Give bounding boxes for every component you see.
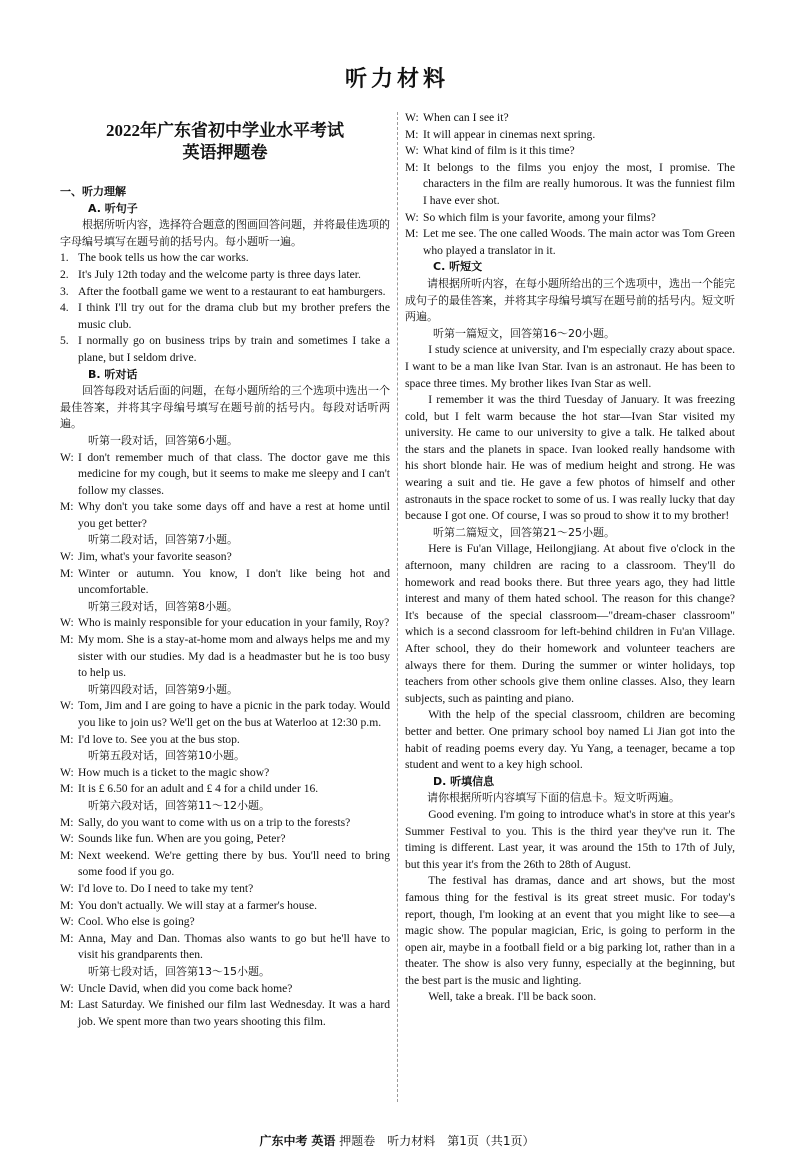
dialogue-prompt: 听第三段对话，回答第8小题。 xyxy=(88,599,238,613)
dialogue-line: W: When can I see it? xyxy=(405,111,509,124)
passage-paragraph: I remember it was the third Tuesday of January. It was freezing cold, but I felt warm because the hot star—Ivan Star visited my university. He came to our university to give a talk. He talked about the stars and the planets in space. Ivan looked really handsome with his short blonde hair. He was of medium height and strong. He was wearing a suit and tie. He gave a few photos of himself and other astronauts in the space rocket to some of us. I was really lucky that day because I got one. Of course, I was so proud to show it to my brother! xyxy=(405,393,736,523)
section-b-heading: B. 听对话 xyxy=(88,367,138,381)
dialogue-line: M: Next weekend. We're getting there by bus. You'll need to bring some food if you go. xyxy=(60,848,390,879)
section-d-instructions: 请你根据所听内容填写下面的信息卡。短文听两遍。 xyxy=(427,791,680,805)
dialogue-line: W: Cool. Who else is going? xyxy=(60,915,195,929)
passage-prompt: 听第二篇短文，回答第21～25小题。 xyxy=(433,525,615,539)
dialogue-line: W: Tom, Jim and I are going to have a picnic in the park today. Would you like to join us? We'll get on the bus at Waterloo at 12:30 p.m. xyxy=(60,699,390,729)
dialogue-prompt: 听第二段对话，回答第7小题。 xyxy=(88,533,238,547)
dialogue-line: M: Let me see. The one called Woods. The main actor was Tom Green who played a translator in it. xyxy=(405,227,735,257)
passage-paragraph: With the help of the special classroom, children are becoming better and better. One primary school boy named Li Jian got into the habit of reading poems every day. Yu Yang, a teenager, became a top student and went to a key high school. xyxy=(405,708,735,772)
paper-title: 2022年广东省初中学业水平考试 xyxy=(106,121,344,140)
section-b-instructions: 回答每段对话后面的问题，在每小题所给的三个选项中选出一个最佳答案，并将其字母编号填写在题号前的括号内。每段对话听两遍。 xyxy=(60,384,390,431)
passage-paragraph: The festival has dramas, dance and art shows, but the most famous thing for the festival is its great street music. For today's report, though, I'm looking at an event that you might like to see—a magic show. The popular magician, Eric, is going to perform in the open air, maybe in a football field or a big parking lot, rather than in a theater. The show is also very funny, especially at the beginning, but the best part is the music and lighting. xyxy=(405,874,735,987)
sentence-item: 2. It's July 12th today and the welcome party is three days later. xyxy=(60,267,361,281)
right-column xyxy=(405,110,735,1006)
dialogue-line: M: Why don't you take some days off and have a rest at home until you get better? xyxy=(60,500,390,530)
dialogue-prompt: 听第五段对话，回答第10小题。 xyxy=(88,749,245,763)
dialogue-line: W: Uncle David, when did you come back home? xyxy=(60,981,293,995)
dialogue-prompt: 听第一段对话，回答第6小题。 xyxy=(88,433,238,447)
section-a-heading: A. 听句子 xyxy=(88,201,138,215)
sentence-item: 3. After the football game we went to a restaurant to eat hamburgers. xyxy=(60,284,386,298)
dialogue-line: W: I don't remember much of that class. The doctor gave me this medicine for my cough, but it seems to make me sleepy and I can't follow my classes. xyxy=(60,450,390,497)
dialogue-line: W: I'd love to. Do I need to take my tent? xyxy=(60,881,254,895)
part-heading: 一、听力理解 xyxy=(60,185,126,198)
page-footer xyxy=(0,1132,794,1149)
dialogue-line: W: So which film is your favorite, among your films? xyxy=(405,210,656,224)
footer-subject: 英语 xyxy=(311,1134,336,1148)
dialogue-line: M: You don't actually. We will stay at a farmer's house. xyxy=(60,898,318,912)
footer-page-info: 押题卷 听力材料 第1页（共1页） xyxy=(339,1134,535,1148)
column-divider xyxy=(397,112,398,1102)
passage-paragraph: Good evening. I'm going to introduce what's in store at this year's Summer Festival to you. This is the third year they've run it. The timing is different. Last year, it was around the 15th to 17th of July, but this year it's from the 26th to 28th of August. xyxy=(405,807,735,871)
dialogue-line: M: Winter or autumn. You know, I don't like being hot and uncomfortable. xyxy=(60,566,390,597)
dialogue-line: M: It is £ 6.50 for an adult and £ 4 for a child under 16. xyxy=(60,782,319,796)
passage-paragraph: I study science at university, and I'm especially crazy about space. I want to be a man like Ivan Star. Ivan is an astronaut. He has been to space three times. My brother likes Ivan Star as well. xyxy=(405,343,735,390)
section-a-instructions: 根据所听内容，选择符合题意的图画回答问题，并将最佳选项的字母编号填写在题号前的括号内。每小题听一遍。 xyxy=(60,218,390,248)
dialogue-prompt: 听第四段对话，回答第9小题。 xyxy=(88,682,238,696)
dialogue-line: M: Last Saturday. We finished our film last Wednesday. It was a hard job. We spent more than two years shooting this film. xyxy=(60,998,390,1028)
dialogue-line: W: What kind of film is it this time? xyxy=(405,144,575,158)
footer-region: 广东中考 xyxy=(259,1134,308,1148)
passage-prompt: 听第一篇短文，回答第16～20小题。 xyxy=(433,326,615,340)
dialogue-line: W: Sounds like fun. When are you going, Peter? xyxy=(60,832,286,846)
paper-subtitle: 英语押题卷 xyxy=(182,143,268,162)
sentence-item: 4. I think I'll try out for the drama club but my brother prefers the music club. xyxy=(60,301,390,331)
dialogue-line: W: Who is mainly responsible for your education in your family, Roy? xyxy=(60,616,390,630)
dialogue-line: M: It belongs to the films you enjoy the most, I promise. The characters in the film are really humorous. It was the funniest film I have ever shot. xyxy=(405,160,735,207)
passage-paragraph: Here is Fu'an Village, Heilongjiang. At about five o'clock in the afternoon, many children are racing to a classroom. They'll do homework and read books there. But three years ago, they had little interest and many of them hated school. The reason for this change? It's because of the special classroom—"dream-chaser classroom" which is a second classroom for left-behind children in Fu'an Village. After school, they do their homework and volunteer teachers are always there for them. During the summer or winter holidays, top teachers from other schools give them online classes. Also, they learn subjects, such as painting and piano. xyxy=(405,542,735,705)
sentence-item: 5. I normally go on business trips by train and sometimes I take a plane, but I seldom drive. xyxy=(60,334,390,364)
dialogue-line: W: How much is a ticket to the magic show? xyxy=(60,765,270,779)
dialogue-prompt: 听第六段对话，回答第11～12小题。 xyxy=(88,798,270,812)
dialogue-line: M: My mom. She is a stay-at-home mom and always helps me and my sister with our studies. My dad is a headmaster but he is too busy to help us. xyxy=(60,633,390,680)
section-c-instructions: 请根据所听内容，在每小题所给出的三个选项中，选出一个能完成句子的最佳答案，并将其字母编号填写在题号前的括号内。短文听两遍。 xyxy=(405,276,735,324)
left-column xyxy=(60,110,390,1030)
dialogue-line: W: Jim, what's your favorite season? xyxy=(60,550,232,564)
passage-paragraph: Well, take a break. I'll be back soon. xyxy=(428,990,597,1004)
section-c-heading: C. 听短文 xyxy=(433,260,483,274)
dialogue-line: M: Sally, do you want to come with us on a trip to the forests? xyxy=(60,815,351,829)
dialogue-line: M: It will appear in cinemas next spring. xyxy=(405,127,596,141)
dialogue-line: M: Anna, May and Dan. Thomas also wants to go but he'll have to visit his grandparents then. xyxy=(60,931,390,962)
sentence-item: 1. The book tells us how the car works. xyxy=(60,251,249,265)
page-title: 听力材料 xyxy=(344,67,449,92)
dialogue-prompt: 听第七段对话，回答第13～15小题。 xyxy=(88,964,270,978)
dialogue-line: M: I'd love to. See you at the bus stop. xyxy=(60,732,240,746)
section-d-heading: D. 听填信息 xyxy=(433,774,495,788)
